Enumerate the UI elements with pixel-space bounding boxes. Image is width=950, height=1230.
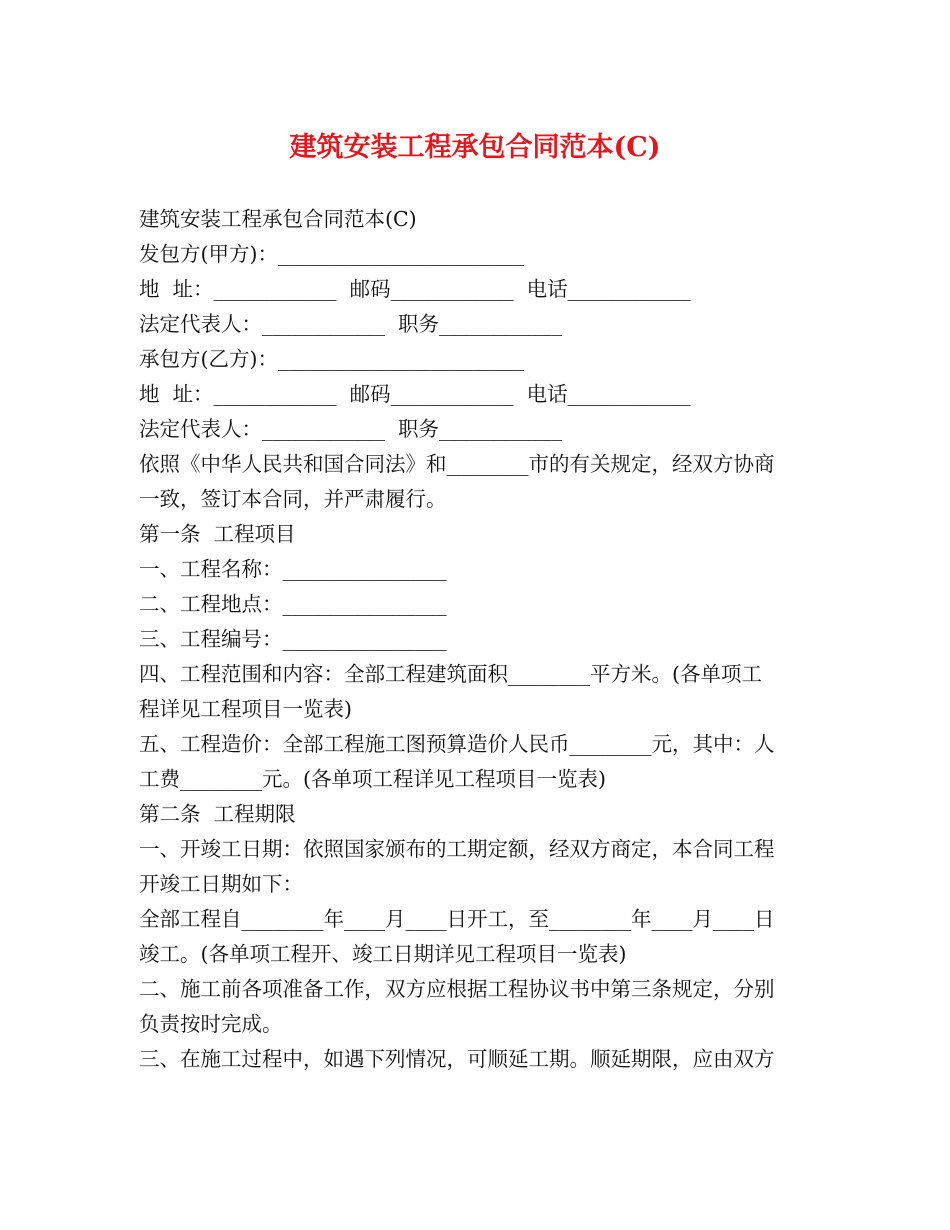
- document-line: 工费________元。(各单项工程详见工程项目一览表): [139, 767, 606, 791]
- document-title: 建筑安装工程承包合同范本(C): [289, 132, 661, 163]
- document-line: 建筑安装工程承包合同范本(C): [139, 207, 417, 231]
- document-line: 依照《中华人民共和国合同法》和________市的有关规定，经双方协商: [139, 452, 775, 476]
- document-line: 四、工程范围和内容：全部工程建筑面积________平方米。(各单项工: [139, 662, 762, 686]
- document-line: 一、开竣工日期：依照国家颁布的工期定额，经双方商定，本合同工程: [139, 837, 775, 861]
- document-line: 发包方(甲方)：________________________: [139, 242, 524, 266]
- document-line: 全部工程自________年____月____日开工，至________年____月____日: [139, 907, 775, 931]
- document-line: 一、工程名称：________________: [139, 557, 447, 581]
- document-line: 负责按时完成。: [139, 1012, 283, 1036]
- document-line: 三、工程编号：________________: [139, 627, 447, 651]
- document-line: 地 址：____________ 邮码____________ 电话____________: [139, 277, 691, 301]
- document-line: 承包方(乙方)：________________________: [139, 347, 524, 371]
- document-line: 一致，签订本合同，并严肃履行。: [139, 487, 447, 511]
- document-line: 二、施工前各项准备工作，双方应根据工程协议书中第三条规定，分别: [139, 977, 775, 1001]
- document-line: 程详见工程项目一览表): [139, 697, 352, 721]
- document-line: 地 址：____________ 邮码____________ 电话____________: [139, 382, 691, 406]
- document-line: 二、工程地点：________________: [139, 592, 447, 616]
- document-line: 五、工程造价：全部工程施工图预算造价人民币________元，其中：人: [139, 732, 775, 756]
- document-line: 竣工。(各单项工程开、竣工日期详见工程项目一览表): [139, 942, 627, 966]
- document-line: 开竣工日期如下：: [139, 872, 303, 896]
- document-line: 法定代表人：____________ 职务____________: [139, 417, 563, 441]
- document-line: 第一条 工程项目: [139, 522, 296, 546]
- document-line: 第二条 工程期限: [139, 802, 296, 826]
- document-line: 三、在施工过程中，如遇下列情况，可顺延工期。顺延期限，应由双方: [139, 1047, 775, 1071]
- document-line: 法定代表人：____________ 职务____________: [139, 312, 563, 336]
- document-body: [139, 202, 815, 1077]
